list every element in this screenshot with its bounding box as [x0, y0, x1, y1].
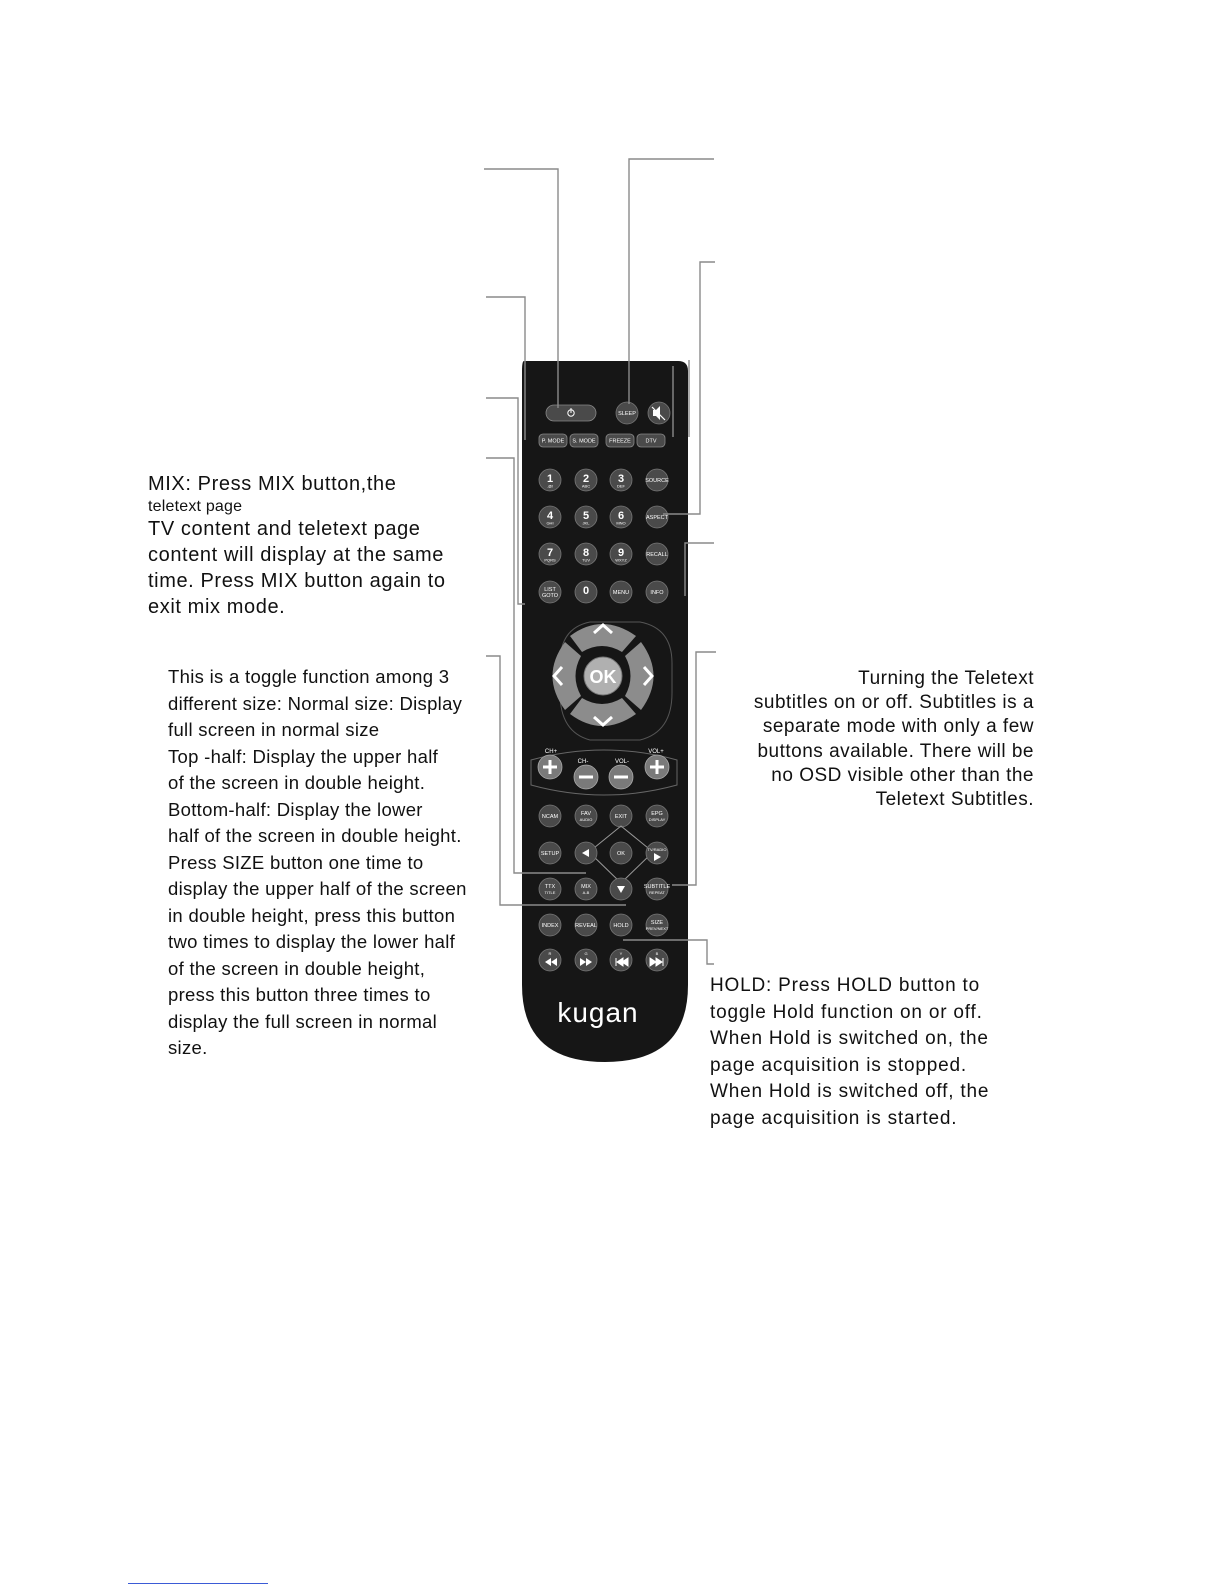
- small-ok-button[interactable]: [610, 842, 632, 864]
- subtitle-label-2: REPEAT: [649, 890, 665, 895]
- setup-button[interactable]: [539, 842, 561, 864]
- annotation-line: page acquisition is started.: [710, 1107, 958, 1129]
- list-button[interactable]: [539, 581, 561, 603]
- vol-minus-label: VOL-: [614, 759, 630, 765]
- digit-5-button[interactable]: [575, 506, 597, 528]
- aspect-button[interactable]: [646, 506, 669, 528]
- annotation-line: separate mode with only a few: [762, 716, 1034, 738]
- annotation-line: content will display at the same: [148, 544, 445, 566]
- yellow-key-label: Y: [619, 951, 623, 956]
- ncam-button[interactable]: [539, 805, 561, 827]
- annotation-line: page acquisition is stopped.: [710, 1054, 967, 1076]
- ch-plus-button[interactable]: [538, 755, 562, 779]
- info-button[interactable]: [646, 581, 668, 603]
- sleep-label: SLEEP: [618, 411, 636, 417]
- annotation-line: When Hold is switched off, the: [710, 1081, 990, 1102]
- size-annotation: [168, 664, 467, 1062]
- digit-2-button[interactable]: [575, 469, 597, 491]
- small-ok-label: OK: [617, 851, 625, 857]
- annotation-line: Turning the Teletext: [858, 668, 1034, 689]
- dtv-button[interactable]: [637, 434, 665, 447]
- fav-button[interactable]: [575, 805, 597, 827]
- recall-button[interactable]: [646, 543, 668, 565]
- tv-radio-button[interactable]: [646, 842, 668, 864]
- menu-label: MENU: [612, 590, 630, 596]
- dtv-label: DTV: [645, 438, 657, 445]
- epg-button[interactable]: [646, 805, 668, 827]
- annotation-line: Press SIZE button one time to: [168, 851, 424, 873]
- hold-annotation: [710, 973, 989, 1132]
- annotation-line: of the screen in double height,: [168, 957, 426, 979]
- reveal-label: REVEAL: [575, 923, 597, 929]
- annotation-line: display the upper half of the screen: [168, 878, 467, 899]
- digit-3-sublabel: DEF: [617, 483, 625, 489]
- annotation-line: press this button three times to: [168, 984, 431, 1005]
- annotation-line: Bottom-half: Display the lower: [168, 798, 423, 820]
- p-mode-button[interactable]: [539, 434, 567, 447]
- digit-9-sublabel: WXYZ: [615, 557, 627, 563]
- fast-forward-button[interactable]: [575, 949, 597, 971]
- annotation-line: of the screen in double height.: [168, 772, 426, 793]
- list-label-2: GOTO: [541, 593, 559, 599]
- size-label: SIZE: [650, 920, 664, 926]
- digit-4-sublabel: GHI: [546, 520, 554, 526]
- annotation-line: This is a toggle function among 3: [168, 666, 450, 687]
- next-track-button[interactable]: [646, 949, 668, 971]
- ttx-label-2: TITLE: [544, 890, 556, 895]
- list-label: LIST: [544, 587, 556, 593]
- info-label: INFO: [650, 590, 664, 596]
- annotation-line: toggle Hold function on or off.: [710, 1001, 983, 1023]
- menu-button[interactable]: [610, 581, 632, 603]
- index-label: INDEX: [541, 923, 559, 929]
- ch-minus-label: CH-: [577, 759, 589, 765]
- annotation-line: full screen in normal size: [168, 719, 380, 740]
- rewind-button[interactable]: [539, 949, 561, 971]
- digit-9-label: 9: [617, 547, 625, 559]
- annotation-line: subtitles on or off. Subtitles is a: [753, 692, 1034, 714]
- aspect-label: ASPECT: [645, 515, 669, 521]
- previous-track-button[interactable]: [610, 949, 632, 971]
- digit-8-sublabel: TUV: [582, 557, 590, 563]
- digit-6-sublabel: MNO: [616, 520, 626, 526]
- annotation-line: When Hold is switched on, the: [710, 1028, 989, 1049]
- annotation-line: two times to display the lower half: [168, 931, 456, 952]
- annotation-line: buttons available. There will be: [757, 740, 1034, 762]
- footer-rule: [128, 1583, 268, 1584]
- ncam-label: NCAM: [541, 814, 559, 820]
- annotation-line: size.: [168, 1037, 208, 1058]
- digit-2-sublabel: ABC: [581, 483, 591, 489]
- fav-label-2: AUDIO: [579, 817, 593, 822]
- ttx-button[interactable]: [539, 878, 561, 900]
- epg-label: EPG: [651, 811, 663, 817]
- mute-button[interactable]: [648, 402, 670, 424]
- annotation-line: teletext page: [148, 498, 243, 515]
- digit-0-button[interactable]: [575, 581, 597, 603]
- digit-2-label: 2: [582, 473, 590, 485]
- power-button[interactable]: [546, 405, 596, 421]
- digit-3-button[interactable]: [610, 469, 632, 491]
- digit-7-sublabel: PQRS: [544, 557, 556, 563]
- digit-1-button[interactable]: [539, 469, 561, 491]
- digit-5-label: 5: [582, 510, 590, 522]
- recall-label: RECALL: [646, 552, 668, 558]
- digit-4-label: 4: [546, 510, 554, 522]
- annotation-line: Teletext Subtitles.: [875, 789, 1034, 811]
- tv-radio-label: TV/RADIO: [647, 847, 667, 852]
- digit-7-button[interactable]: [539, 543, 561, 565]
- annotation-line: display the full screen in normal: [168, 1010, 438, 1032]
- digit-8-label: 8: [582, 547, 590, 559]
- annotation-line: MIX: Press MIX button,the: [148, 473, 397, 495]
- setup-label: SETUP: [540, 851, 560, 857]
- digit-5-sublabel: JKL: [582, 520, 590, 526]
- digit-0-label: 0: [582, 585, 590, 597]
- digit-1-sublabel: .@!: [546, 483, 554, 489]
- annotation-line: exit mix mode.: [148, 596, 286, 618]
- digit-7-label: 7: [546, 547, 554, 559]
- reveal-button[interactable]: [575, 914, 597, 936]
- p-mode-label: P. MODE: [541, 438, 565, 445]
- annotation-line: Top -half: Display the upper half: [168, 745, 439, 767]
- digit-6-button[interactable]: [610, 506, 632, 528]
- green-key-label: G: [584, 951, 588, 956]
- fav-label: FAV: [581, 811, 591, 817]
- digit-1-label: 1: [546, 473, 554, 485]
- digit-6-label: 6: [617, 510, 625, 522]
- size-label-2: PREV/NEXT: [645, 926, 669, 931]
- mix-button[interactable]: [575, 878, 597, 900]
- exit-label: EXIT: [614, 814, 628, 820]
- vol-plus-label: VOL+: [648, 749, 664, 755]
- vol-minus-button[interactable]: [609, 765, 633, 789]
- ok-label: OK: [589, 667, 617, 687]
- digit-4-button[interactable]: [539, 506, 561, 528]
- ch-minus-button[interactable]: [574, 765, 598, 789]
- exit-button[interactable]: [610, 805, 632, 827]
- freeze-button[interactable]: [606, 434, 634, 447]
- annotation-line: different size: Normal size: Display: [168, 692, 463, 714]
- small-left-button[interactable]: [575, 842, 597, 864]
- hold-label: HOLD: [613, 923, 629, 929]
- hold-button[interactable]: [610, 914, 632, 936]
- digit-3-label: 3: [617, 473, 625, 485]
- ttx-label: TTX: [544, 884, 556, 890]
- freeze-label: FREEZE: [609, 438, 631, 445]
- digit-8-button[interactable]: [575, 543, 597, 565]
- epg-label-2: DISPLAY: [648, 817, 666, 822]
- index-button[interactable]: [539, 914, 561, 936]
- mix-annotation: [148, 471, 446, 620]
- red-key-label: R: [548, 951, 552, 956]
- annotation-line: TV content and teletext page: [148, 518, 421, 540]
- annotation-line: HOLD: Press HOLD button to: [710, 975, 981, 996]
- ch-plus-label: CH+: [544, 749, 558, 755]
- annotation-line: no OSD visible other than the: [771, 764, 1034, 786]
- subtitle-annotation: [716, 667, 1034, 812]
- annotation-line: half of the screen in double height.: [168, 825, 462, 846]
- source-label: SOURCE: [645, 478, 669, 484]
- mix-label: MIX: [581, 884, 591, 890]
- subtitle-label: SUBTITLE: [643, 884, 671, 890]
- ok-button[interactable]: [584, 657, 622, 695]
- mix-label-2: A-B: [582, 890, 590, 895]
- blue-key-label: B: [655, 951, 659, 956]
- digit-9-button[interactable]: [610, 543, 632, 565]
- s-mode-label: S. MODE: [572, 438, 596, 445]
- annotation-line: in double height, press this button: [168, 904, 456, 926]
- annotation-line: time. Press MIX button again to: [148, 570, 446, 592]
- brand-logo: kugan: [557, 997, 639, 1028]
- small-down-button[interactable]: [610, 878, 632, 900]
- sleep-button[interactable]: [616, 402, 638, 424]
- vol-plus-button[interactable]: [645, 755, 669, 779]
- s-mode-button[interactable]: [570, 434, 598, 447]
